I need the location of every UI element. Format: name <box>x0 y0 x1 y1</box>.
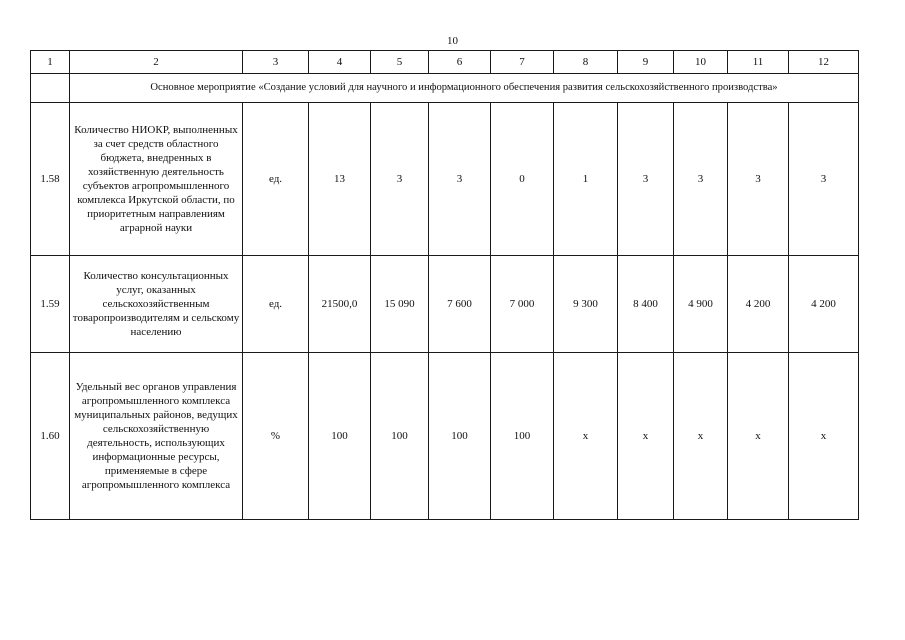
row-value: 100 <box>371 353 429 520</box>
row-value: 1 <box>554 103 618 256</box>
column-header: 1 <box>31 51 70 74</box>
row-value: 100 <box>491 353 554 520</box>
row-value: 4 200 <box>728 256 789 353</box>
row-value: 15 090 <box>371 256 429 353</box>
column-number-row <box>31 51 859 74</box>
row-description: Количество НИОКР, выполненных за счет средств областного бюджета, внедренных в хозяйственную деятельность субъектов агропромышленного комплекса Иркутской области, по приоритетным направлениям аграрной науки <box>70 103 243 256</box>
row-unit: % <box>243 353 309 520</box>
column-header: 9 <box>618 51 674 74</box>
column-header: 4 <box>309 51 371 74</box>
section-title: Основное мероприятие «Создание условий для научного и информационного обеспечения развития сельскохозяйственного производства» <box>70 74 859 103</box>
row-value: 3 <box>674 103 728 256</box>
row-value: х <box>554 353 618 520</box>
row-description: Удельный вес органов управления агропромышленного комплекса муниципальных районов, ведущих сельскохозяйственную деятельность, использующих информационные ресурсы, применяемые в сфере агропромышленного комплекса <box>70 353 243 520</box>
row-value: 100 <box>309 353 371 520</box>
row-value: 13 <box>309 103 371 256</box>
column-header: 5 <box>371 51 429 74</box>
row-value: 100 <box>429 353 491 520</box>
row-value: 3 <box>728 103 789 256</box>
column-header: 6 <box>429 51 491 74</box>
row-value: х <box>728 353 789 520</box>
table-row <box>31 353 859 520</box>
row-value: х <box>618 353 674 520</box>
column-header: 3 <box>243 51 309 74</box>
row-value: 9 300 <box>554 256 618 353</box>
column-header: 7 <box>491 51 554 74</box>
row-value: 4 200 <box>789 256 859 353</box>
row-value: 8 400 <box>618 256 674 353</box>
column-header: 2 <box>70 51 243 74</box>
row-value: 3 <box>618 103 674 256</box>
indicators-table <box>30 50 859 520</box>
column-header: 8 <box>554 51 618 74</box>
row-value: 3 <box>789 103 859 256</box>
row-number: 1.58 <box>31 103 70 256</box>
column-header: 12 <box>789 51 859 74</box>
row-value: 21500,0 <box>309 256 371 353</box>
row-value: 7 600 <box>429 256 491 353</box>
row-value: 3 <box>429 103 491 256</box>
table-row <box>31 103 859 256</box>
row-description: Количество консультационных услуг, оказанных сельскохозяйственным товаропроизводителям и сельскому населению <box>70 256 243 353</box>
row-number: 1.60 <box>31 353 70 520</box>
section-row <box>31 74 859 103</box>
row-unit: ед. <box>243 256 309 353</box>
page-number: 10 <box>447 35 458 47</box>
column-header: 10 <box>674 51 728 74</box>
row-value: х <box>789 353 859 520</box>
row-number: 1.59 <box>31 256 70 353</box>
section-empty-cell <box>31 74 70 103</box>
column-header: 11 <box>728 51 789 74</box>
row-value: 4 900 <box>674 256 728 353</box>
row-value: 3 <box>371 103 429 256</box>
row-value: 0 <box>491 103 554 256</box>
row-value: 7 000 <box>491 256 554 353</box>
row-value: х <box>674 353 728 520</box>
row-unit: ед. <box>243 103 309 256</box>
table-row <box>31 256 859 353</box>
